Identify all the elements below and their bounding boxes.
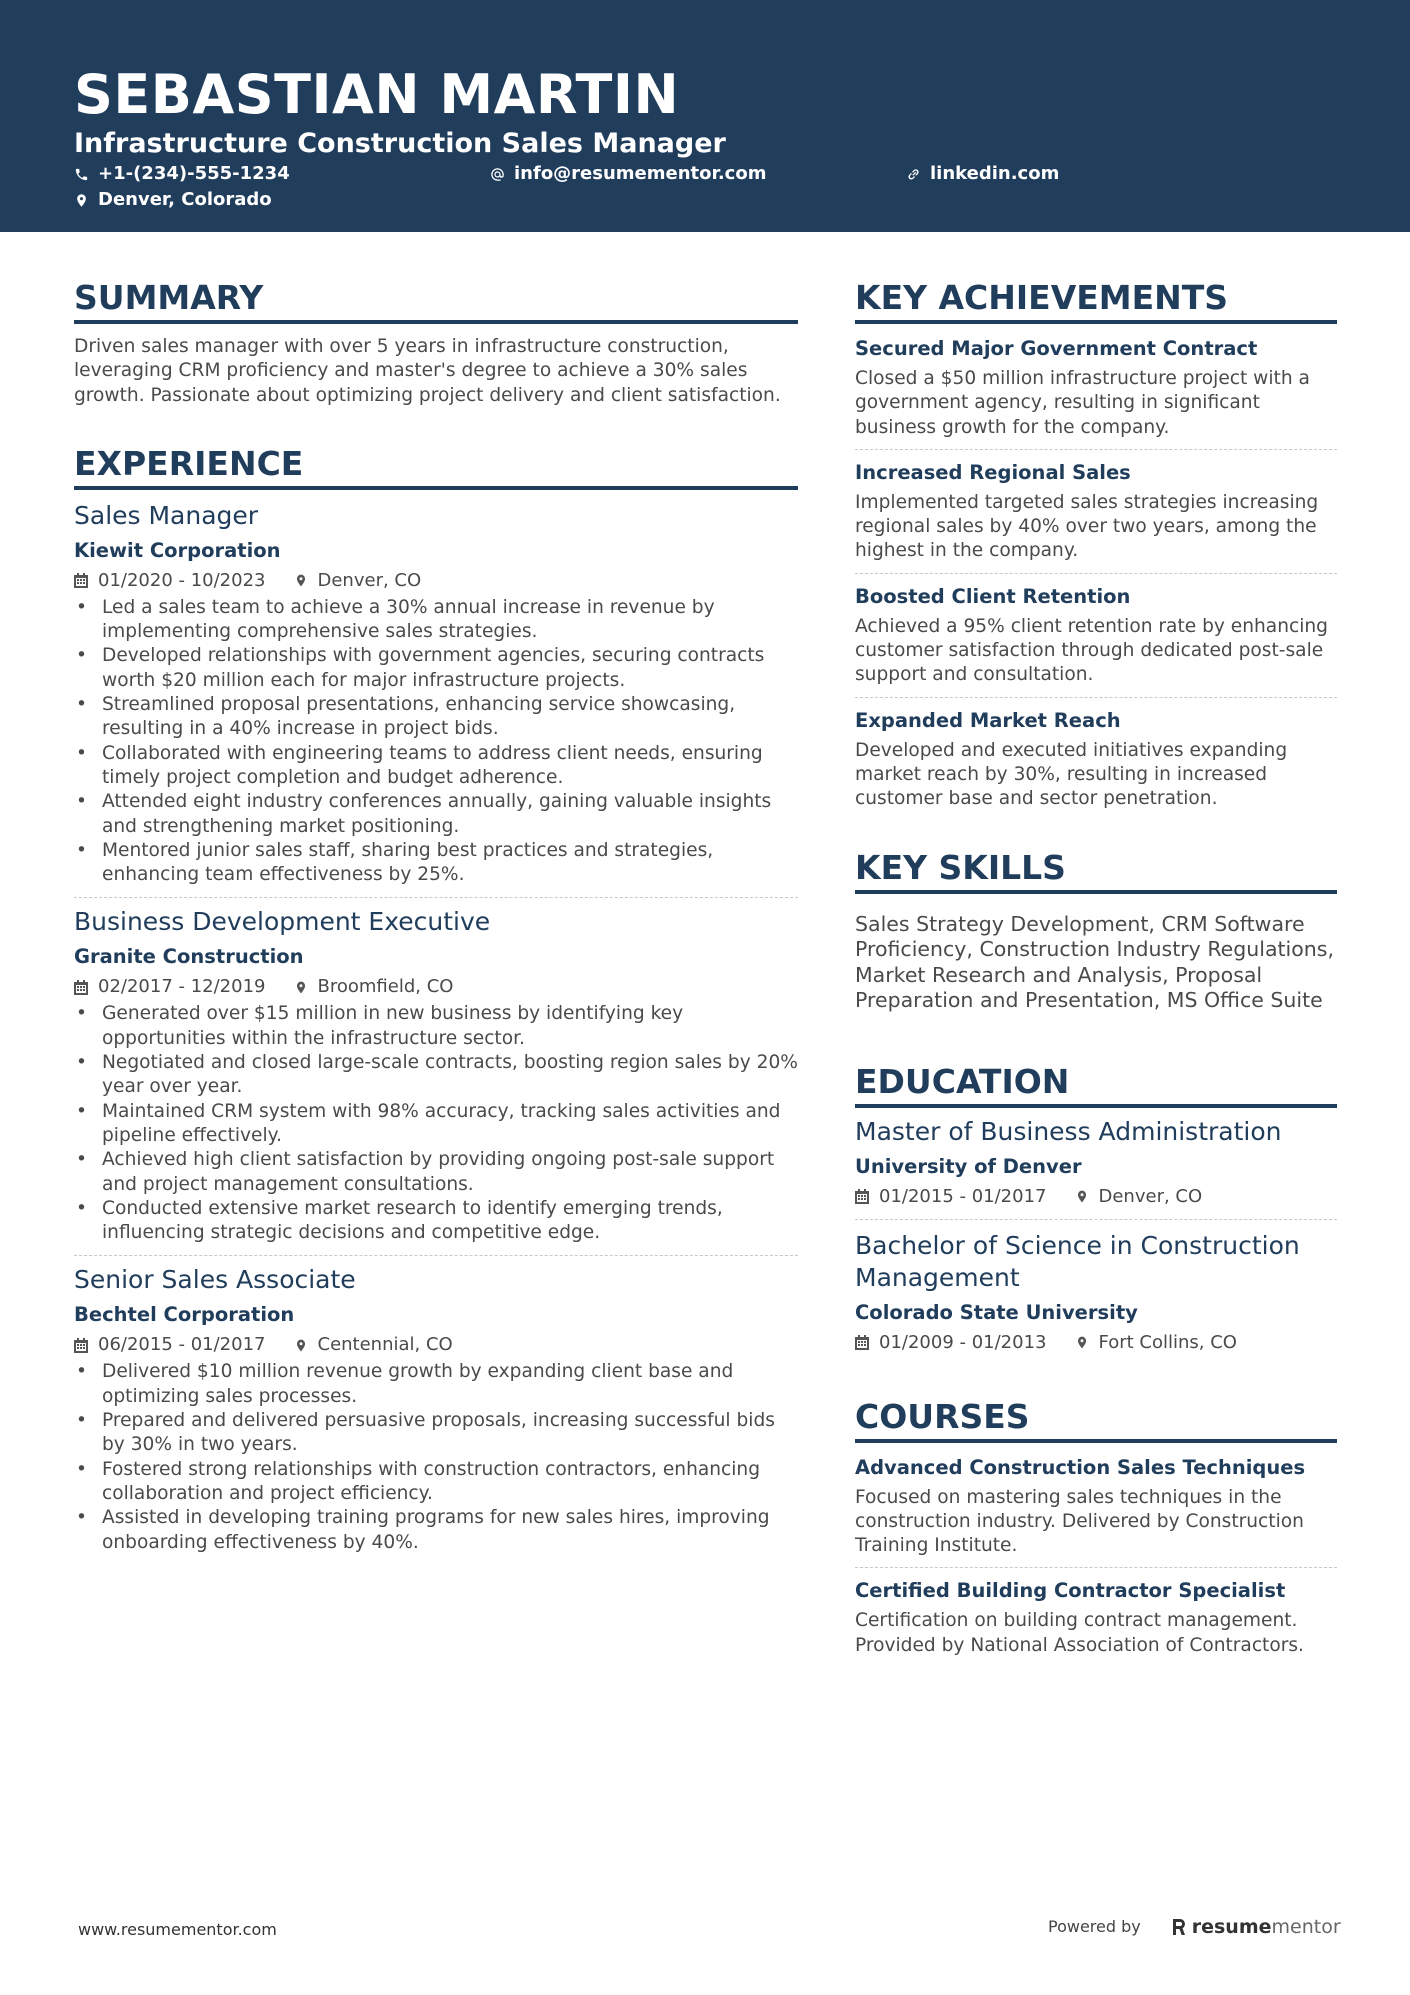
education-item	[855, 1230, 1337, 1355]
calendar-icon	[855, 1335, 869, 1350]
company-name: Kiewit Corporation	[74, 538, 281, 562]
right-column	[855, 278, 1337, 1658]
location-text: Denver, Colorado	[98, 189, 272, 210]
experience-heading: EXPERIENCE	[74, 444, 798, 490]
achievement-item	[855, 336, 1337, 440]
job-bullet: • Attended eight industry conferences annually, gaining valuable insights and strengthening market positioning.	[74, 790, 798, 839]
achievement-item	[855, 584, 1337, 688]
job-bullet: • Developed relationships with government agencies, securing contracts worth $20 million each for major infrastructure projects.	[74, 644, 798, 693]
job-location: Centennial, CO	[317, 1334, 453, 1356]
footer-website[interactable]: www.resumementor.com	[78, 1920, 277, 1939]
job-bullet: • Assisted in developing training programs for new sales hires, improving onboarding effectiveness by 40%.	[74, 1506, 798, 1555]
brand-bold: resume	[1191, 1916, 1272, 1938]
education-item	[855, 1116, 1337, 1209]
powered-by-label: Powered by	[1048, 1917, 1141, 1936]
contact-phone[interactable]	[74, 162, 290, 186]
education-heading: EDUCATION	[855, 1062, 1337, 1108]
job-dates: 02/2017 - 12/2019	[98, 976, 266, 998]
header-banner	[0, 0, 1410, 232]
divider	[74, 897, 798, 898]
school-name: Colorado State University	[855, 1300, 1138, 1324]
education-meta	[855, 1331, 1337, 1355]
course-title: Certified Building Contractor Specialist	[855, 1579, 1286, 1603]
degree-title: Master of Business Administration	[855, 1116, 1282, 1146]
divider	[74, 1255, 798, 1256]
achievement-item	[855, 708, 1337, 812]
course-desc: Focused on mastering sales techniques in the construction industry. Delivered by Construction Training Institute.	[855, 1486, 1304, 1557]
achievements-heading: KEY ACHIEVEMENTS	[855, 278, 1337, 324]
location-pin-icon	[294, 573, 308, 588]
job-bullets	[74, 1002, 798, 1245]
divider	[855, 573, 1337, 574]
calendar-icon	[74, 980, 88, 995]
achievement-title: Increased Regional Sales	[855, 460, 1131, 484]
link-icon	[906, 167, 921, 182]
brand-light: mentor	[1271, 1916, 1341, 1938]
phone-text: +1-(234)-555-1234	[98, 163, 290, 184]
job-bullets	[74, 596, 798, 888]
job-bullet: • Fostered strong relationships with construction contractors, enhancing collaboration and project efficiency.	[74, 1458, 798, 1507]
location-pin-icon	[1075, 1335, 1089, 1350]
job-title: Sales Manager	[74, 500, 259, 530]
job-bullet: • Streamlined proposal presentations, enhancing service showcasing, resulting in a 40% increase in project bids.	[74, 693, 798, 742]
email-text: info@resumementor.com	[514, 163, 767, 184]
location-pin-icon	[294, 1338, 308, 1353]
job-bullet: • Achieved high client satisfaction by providing ongoing post-sale support and project management consultations.	[74, 1148, 798, 1197]
education-location: Fort Collins, CO	[1098, 1331, 1237, 1353]
contact-email[interactable]	[490, 162, 766, 186]
candidate-title: Infrastructure Construction Sales Manager	[74, 128, 726, 159]
phone-icon	[74, 167, 89, 182]
company-name: Bechtel Corporation	[74, 1303, 295, 1327]
candidate-name: SEBASTIAN MARTIN	[74, 63, 680, 126]
skills-text: Sales Strategy Development, CRM Software Proficiency, Construction Industry Regulations, Market Research and Analysis, Proposal Preparation and Presentation, MS Office Suite	[855, 911, 1334, 1013]
job-meta	[74, 569, 798, 593]
company-name: Granite Construction	[74, 945, 304, 969]
course-item	[855, 1578, 1337, 1658]
education-meta	[855, 1185, 1337, 1209]
achievement-desc: Closed a $50 million infrastructure project with a government agency, resulting in significant business growth for the company.	[855, 368, 1310, 438]
contact-location	[74, 188, 272, 212]
footer-powered	[1048, 1915, 1341, 1939]
job-bullet: • Delivered $10 million revenue growth by expanding client base and optimizing sales processes.	[74, 1360, 798, 1409]
job-meta	[74, 1333, 798, 1357]
achievement-item	[855, 460, 1337, 564]
courses-heading: COURSES	[855, 1397, 1337, 1443]
skills-heading: KEY SKILLS	[855, 848, 1337, 894]
job-bullet: • Led a sales team to achieve a 30% annual increase in revenue by implementing comprehensive sales strategies.	[74, 596, 798, 645]
job-bullets	[74, 1360, 798, 1554]
job-bullet: • Conducted extensive market research to identify emerging trends, influencing strategic decisions and competitive edge.	[74, 1197, 798, 1246]
job-bullet: • Mentored junior sales staff, sharing best practices and strategies, enhancing team effectiveness by 25%.	[74, 839, 798, 888]
job-meta	[74, 975, 798, 999]
achievement-title: Secured Major Government Contract	[855, 337, 1258, 360]
job-bullet: • Collaborated with engineering teams to address client needs, ensuring timely project completion and budget adherence.	[74, 742, 798, 791]
job-bullet: • Negotiated and closed large-scale contracts, boosting region sales by 20% year over year.	[74, 1051, 798, 1100]
course-desc: Certification on building contract management. Provided by National Association of Contractors.	[855, 1610, 1304, 1656]
achievement-desc: Achieved a 95% client retention rate by enhancing customer satisfaction through dedicated post-sale support and consultation.	[855, 615, 1328, 686]
summary-heading: SUMMARY	[74, 278, 798, 324]
job-title: Business Development Executive	[74, 907, 491, 937]
job-location: Denver, CO	[317, 569, 422, 591]
job-dates: 06/2015 - 01/2017	[98, 1334, 266, 1356]
at-icon	[490, 167, 505, 182]
education-dates: 01/2015 - 01/2017	[879, 1185, 1047, 1207]
job-dates: 01/2020 - 10/2023	[98, 569, 266, 591]
job-location: Broomfield, CO	[317, 976, 454, 998]
left-column	[74, 278, 798, 1555]
calendar-icon	[74, 1338, 88, 1353]
divider	[855, 449, 1337, 450]
linkedin-text: linkedin.com	[930, 163, 1060, 184]
brand-logo[interactable]	[1171, 1915, 1341, 1939]
location-pin-icon	[1075, 1189, 1089, 1204]
course-item	[855, 1455, 1337, 1559]
job-entry	[74, 1264, 798, 1554]
job-entry	[74, 500, 798, 888]
job-bullet: • Prepared and delivered persuasive proposals, increasing successful bids by 30% in two years.	[74, 1409, 798, 1458]
achievement-title: Expanded Market Reach	[855, 708, 1121, 732]
education-location: Denver, CO	[1098, 1185, 1203, 1207]
calendar-icon	[855, 1189, 869, 1204]
contact-linkedin[interactable]	[906, 162, 1059, 186]
divider	[855, 697, 1337, 698]
school-name: University of Denver	[855, 1154, 1082, 1178]
job-title: Senior Sales Associate	[74, 1265, 356, 1295]
calendar-icon	[74, 573, 88, 588]
job-bullet: • Generated over $15 million in new business by identifying key opportunities within the infrastructure sector.	[74, 1002, 798, 1051]
summary-text: Driven sales manager with over 5 years in infrastructure construction, leveraging CRM proficiency and master's degree to achieve a 30% sales growth. Passionate about optimizing project delivery and client satisfaction.	[74, 336, 781, 406]
job-bullet: • Maintained CRM system with 98% accuracy, tracking sales activities and pipeline effectively.	[74, 1100, 798, 1149]
achievement-desc: Developed and executed initiatives expanding market reach by 30%, resulting in increased customer base and sector penetration.	[855, 739, 1288, 810]
education-dates: 01/2009 - 01/2013	[879, 1331, 1047, 1353]
divider	[855, 1219, 1337, 1220]
resumementor-logo-icon	[1171, 1918, 1186, 1936]
location-pin-icon	[294, 980, 308, 995]
achievement-desc: Implemented targeted sales strategies increasing regional sales by 40% over two years, among the highest in the company.	[855, 491, 1319, 562]
location-pin-icon	[74, 193, 89, 208]
job-entry	[74, 906, 798, 1245]
achievement-title: Boosted Client Retention	[855, 584, 1131, 608]
course-title: Advanced Construction Sales Techniques	[855, 1455, 1306, 1479]
divider	[855, 1567, 1337, 1568]
degree-title: Bachelor of Science in Construction Management	[855, 1230, 1300, 1292]
